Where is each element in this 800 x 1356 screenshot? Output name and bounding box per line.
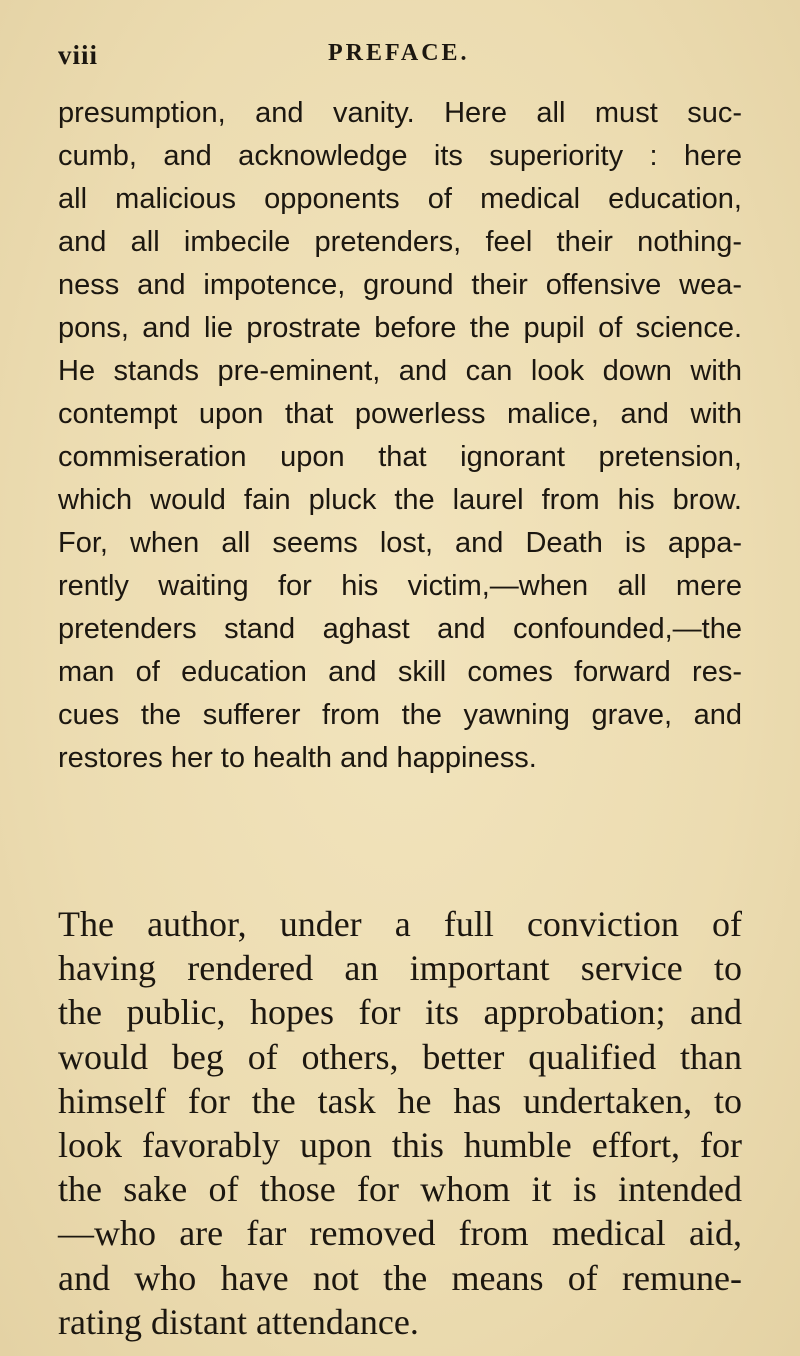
text-line: the public, hopes for its approbation; and	[58, 992, 742, 1033]
text-line: For, when all seems lost, and Death is appa-	[58, 527, 742, 559]
text-line: restores her to health and happiness.	[58, 742, 537, 774]
paragraph-1	[58, 92, 742, 780]
paragraph-2	[58, 902, 742, 1344]
text-line: The author, under a full conviction of	[58, 904, 742, 944]
text-line: commiseration upon that ignorant pretension,	[58, 441, 742, 473]
text-line: —who are far removed from medical aid,	[58, 1213, 742, 1254]
text-line: pons, and lie prostrate before the pupil of science.	[58, 312, 742, 344]
text-line: pretenders stand aghast and confounded,—the	[58, 613, 742, 645]
text-line: cues the sufferer from the yawning grave, and	[58, 699, 742, 731]
text-line: presumption, and vanity. Here all must suc-	[58, 97, 742, 129]
page-header	[58, 40, 742, 74]
text-line: man of education and skill comes forward res-	[58, 656, 742, 688]
text-line: and all imbecile pretenders, feel their nothing-	[58, 226, 742, 258]
text-line: and who have not the means of remune-	[58, 1257, 742, 1298]
text-line: He stands pre-eminent, and can look down with	[58, 355, 742, 387]
text-line: would beg of others, better qualified than	[58, 1036, 742, 1077]
text-line: ness and impotence, ground their offensive wea-	[58, 269, 742, 301]
text-line: the sake of those for whom it is intended	[58, 1169, 742, 1210]
text-line: all malicious opponents of medical education,	[58, 183, 742, 215]
page-number: viii	[58, 40, 99, 70]
text-line: having rendered an important service to	[58, 948, 742, 989]
text-line: rently waiting for his victim,—when all mere	[58, 570, 742, 602]
text-line: which would fain pluck the laurel from his brow.	[58, 484, 742, 516]
text-line: contempt upon that powerless malice, and with	[58, 398, 742, 430]
text-line: look favorably upon this humble effort, for	[58, 1124, 742, 1165]
running-head: PREFACE.	[328, 40, 470, 66]
text-line: rating distant attendance.	[58, 1301, 419, 1342]
text-line: cumb, and acknowledge its superiority : here	[58, 140, 742, 172]
text-line: himself for the task he has undertaken, to	[58, 1080, 742, 1121]
